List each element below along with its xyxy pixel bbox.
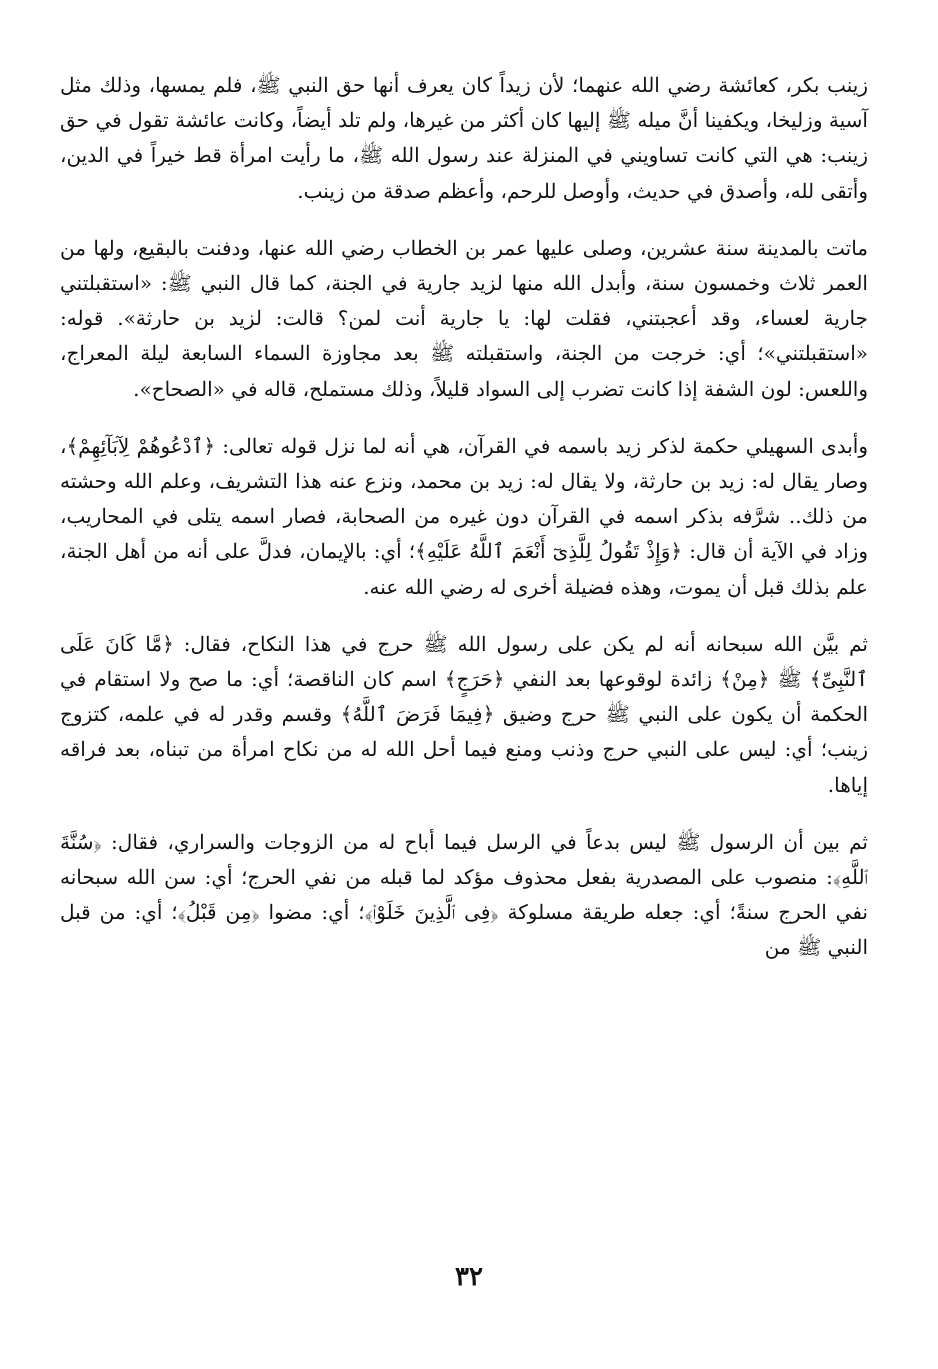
page-number: ٣٢ <box>455 1262 483 1292</box>
paragraph-1: زينب بكر، كعائشة رضي الله عنهما؛ لأن زيداً كان يعرف أنها حق النبي ﷺ، فلم يمسها، وذلك مثل آسية وزليخا، ويكفينا أنَّ ميله ﷺ إليها كان أكثر من غيرها، ولم تلد أيضاً، وكانت عائشة تقول في حق زينب: هي التي كانت تساويني في المنزلة عند رسول الله ﷺ، ما رأيت امرأة قط خيراً في الدين، وأتقى لله، وأصدق في حديث، وأوصل للرحم، وأعظم صدقة من زينب. <box>60 73 868 203</box>
paragraph-2: ماتت بالمدينة سنة عشرين، وصلى عليها عمر بن الخطاب رضي الله عنها، ودفنت بالبقيع، ولها من العمر ثلاث وخمسون سنة، وأبدل الله منها لزيد جارية في الجنة، كما قال النبي ﷺ: «استقبلتني جارية لعساء، وقد أعجبتني، فقلت لها: يا جارية أنت لمن؟ قالت: لزيد بن حارثة». قوله: «استقبلتني»؛ أي: خرجت من الجنة، واستقبلته ﷺ بعد مجاوزة السماء السابعة ليلة المعراج، واللعس: لون الشفة إذا كانت تضرب إلى السواد قليلاً، وذلك مستملح، قاله في «الصحاح». <box>60 235 868 401</box>
paragraph-4: ثم بيَّن الله سبحانه أنه لم يكن على رسول الله ﷺ حرج في هذا النكاح، فقال: ﴿مَّا كَانَ عَلَى ٱلنَّبِىِّ﴾ ﷺ ﴿مِنْ﴾ زائدة لوقوعها بعد النفي ﴿حَرَجٍ﴾ اسم كان الناقصة؛ أي: ما صح ولا استقام في الحكمة أن يكون على النبي ﷺ حرج وضيق ﴿فِيمَا فَرَضَ ٱللَّهُ﴾ وقسم وقدر له في علمه، كتزوج زينب؛ أي: ليس على النبي حرج وذنب ومنع فيما أحل الله له من نكاح امرأة من تبناه، بعد فراقه إياها. <box>60 631 868 797</box>
paragraph-5: ثم بين أن الرسول ﷺ ليس بدعاً في الرسل فيما أباح له من الزوجات والسراري، فقال: ﴿سُنَّةَ ٱللَّهِ﴾: منصوب على المصدرية بفعل محذوف مؤكد لما قبله من نفي الحرج؛ أي: سن الله سبحانه نفي الحرج سنةً؛ أي: جعله طريقة مسلوكة ﴿فِى ٱلَّذِينَ خَلَوْا۟﴾؛ أي: مضوا ﴿مِن قَبْلُ﴾؛ أي: من قبل النبي ﷺ من <box>60 829 868 960</box>
page-body <box>60 68 868 988</box>
paragraph-3: وأبدى السهيلي حكمة لذكر زيد باسمه في القرآن، هي أنه لما نزل قوله تعالى: ﴿ٱدْعُوهُمْ لِآبَآئِهِمْ﴾، وصار يقال له: زيد بن حارثة، ولا يقال له: زيد بن محمد، ونزع عنه هذا التشريف، وعلم الله وحشته من ذلك.. شرَّفه بذكر اسمه في القرآن دون غيره من الصحابة، فصار اسمه يتلى في المحاريب، وزاد في الآية أن قال: ﴿وَإِذْ تَقُولُ لِلَّذِىٓ أَنْعَمَ ٱللَّهُ عَلَيْهِ﴾؛ أي: بالإيمان، فدلَّ على أنه من أهل الجنة، علم بذلك قبل أن يموت، وهذه فضيلة أخرى له رضي الله عنه. <box>60 433 869 599</box>
